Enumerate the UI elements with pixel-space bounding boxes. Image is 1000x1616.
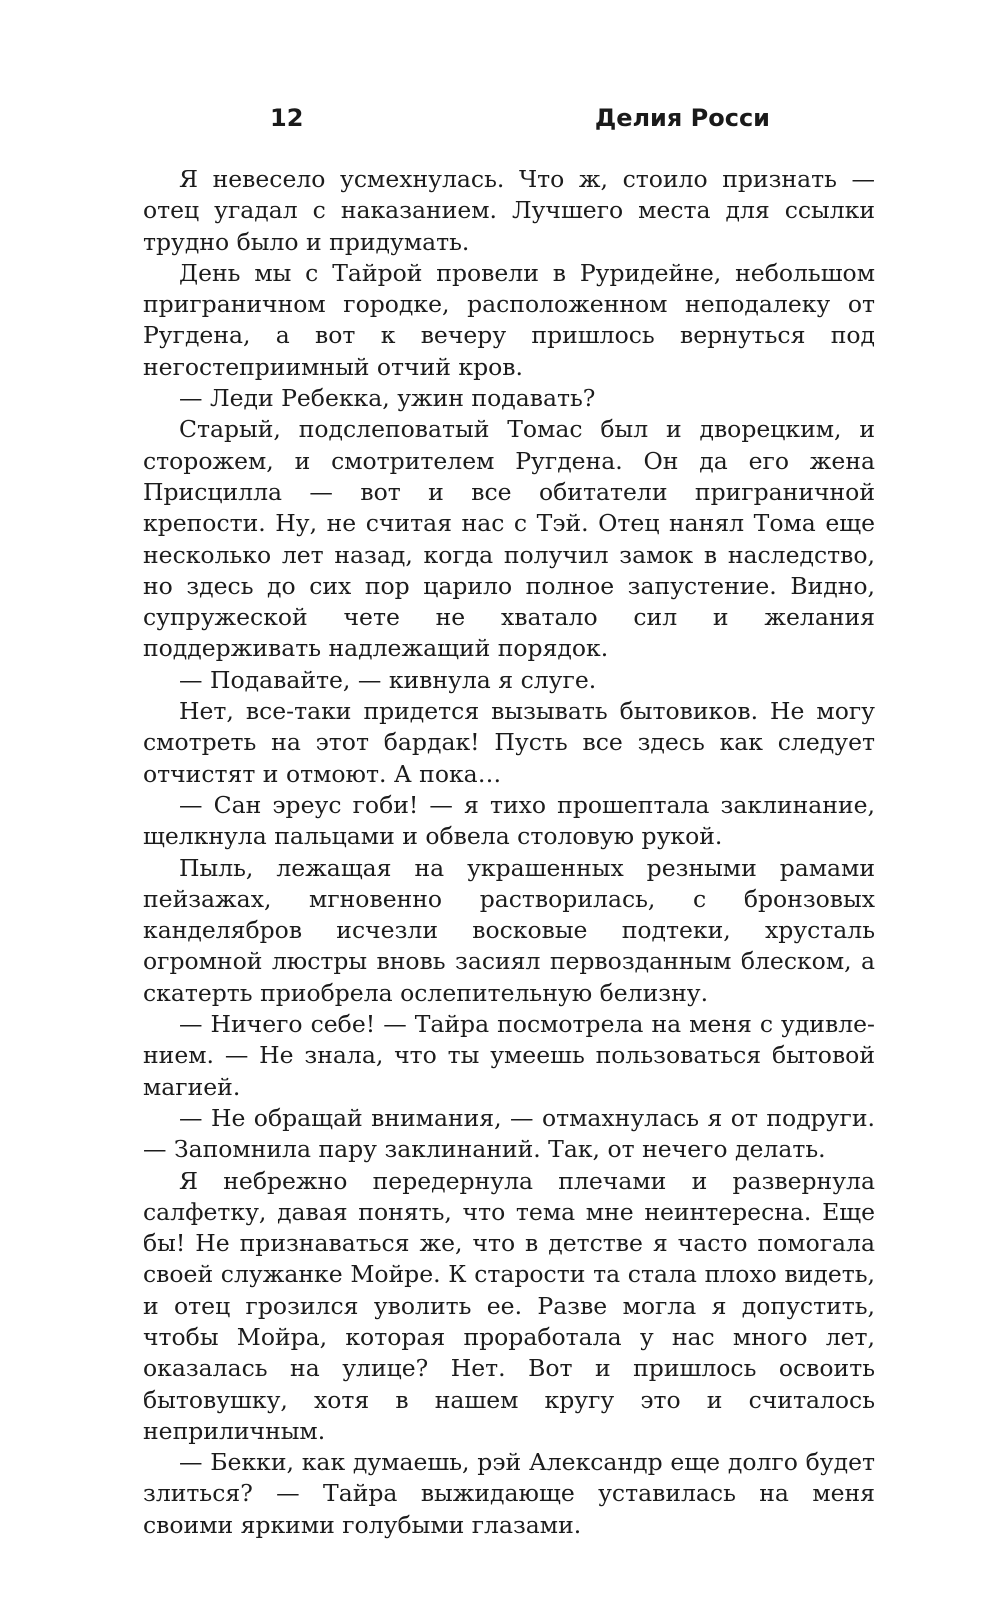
paragraph: — Леди Ребекка, ужин подавать? <box>179 384 596 413</box>
page-header <box>270 104 770 144</box>
paragraph: Пыль, лежащая на украшенных резными рамами пейзажах, мгновенно растворилась, с бронзовых канделябров исчезли восковые подтеки, хрусталь огромной люстры вновь засиял первозданным блеском, а скатерть приобрела ослепительную белизну. <box>143 853 875 1007</box>
paragraph: — Сан эреус гоби! — я тихо прошептала заклинание, щелкнула пальцами и обвела столовую рукой. <box>143 790 875 851</box>
page-number: 12 <box>270 104 304 132</box>
paragraph: — Не обращай внимания, — отмахнулась я от подруги. — Запомнила пару заклинаний. Так, от нечего делать. <box>143 1103 875 1164</box>
body-text <box>143 164 875 1541</box>
paragraph: Нет, все-таки придется вызывать бытовиков. Не могу смотреть на этот бардак! Пусть все здесь как следует отчистят и отмоют. А пока… <box>143 697 875 788</box>
paragraph: — Ничего себе! — Тайра посмотрела на меня с удивлением. — Не знала, что ты умеешь пользоваться бытовой магией. <box>143 1010 875 1101</box>
running-title: Делия Росси <box>594 104 770 132</box>
paragraph: — Бекки, как думаешь, рэй Александр еще долго будет злиться? — Тайра выжидающе уставилась на меня своими яркими голубыми глазами. <box>143 1448 875 1539</box>
paragraph: День мы с Тайрой провели в Руридейне, небольшом приграничном городке, расположенном неподалеку от Ругдена, а вот к вечеру пришлось вернуться под негостеприимный отчий кров. <box>143 258 875 381</box>
paragraph: — Подавайте, — кивнула я слуге. <box>179 665 597 694</box>
paragraph: Старый, подслеповатый Томас был и дворецким, и сторожем, и смотрителем Ругдена. Он да его жена Присцилла — вот и все обитатели приграничной крепости. Ну, не считая нас с Тэй. Отец нанял Тома еще несколько лет назад, когда получил замок в наследство, но здесь до сих пор царило полное запустение. Видно, супружеской чете не хватало сил и желания поддерживать надлежащий порядок. <box>143 415 875 663</box>
paragraph: Я небрежно передернула плечами и развернула салфетку, давая понять, что тема мне неинтересна. Еще бы! Не признаваться же, что в детстве я часто помогала своей служанке Мойре. К старости та стала плохо видеть, и отец грозился уволить ее. Разве могла я допустить, чтобы Мойра, которая проработала у нас много лет, оказалась на улице? Нет. Вот и пришлось освоить бытовушку, хотя в нашем кругу это и считалось неприличным. <box>143 1166 875 1445</box>
paragraph: Я невесело усмехнулась. Что ж, стоило признать — отец угадал с наказанием. Лучшего места для ссылки трудно было и придумать. <box>143 165 875 256</box>
